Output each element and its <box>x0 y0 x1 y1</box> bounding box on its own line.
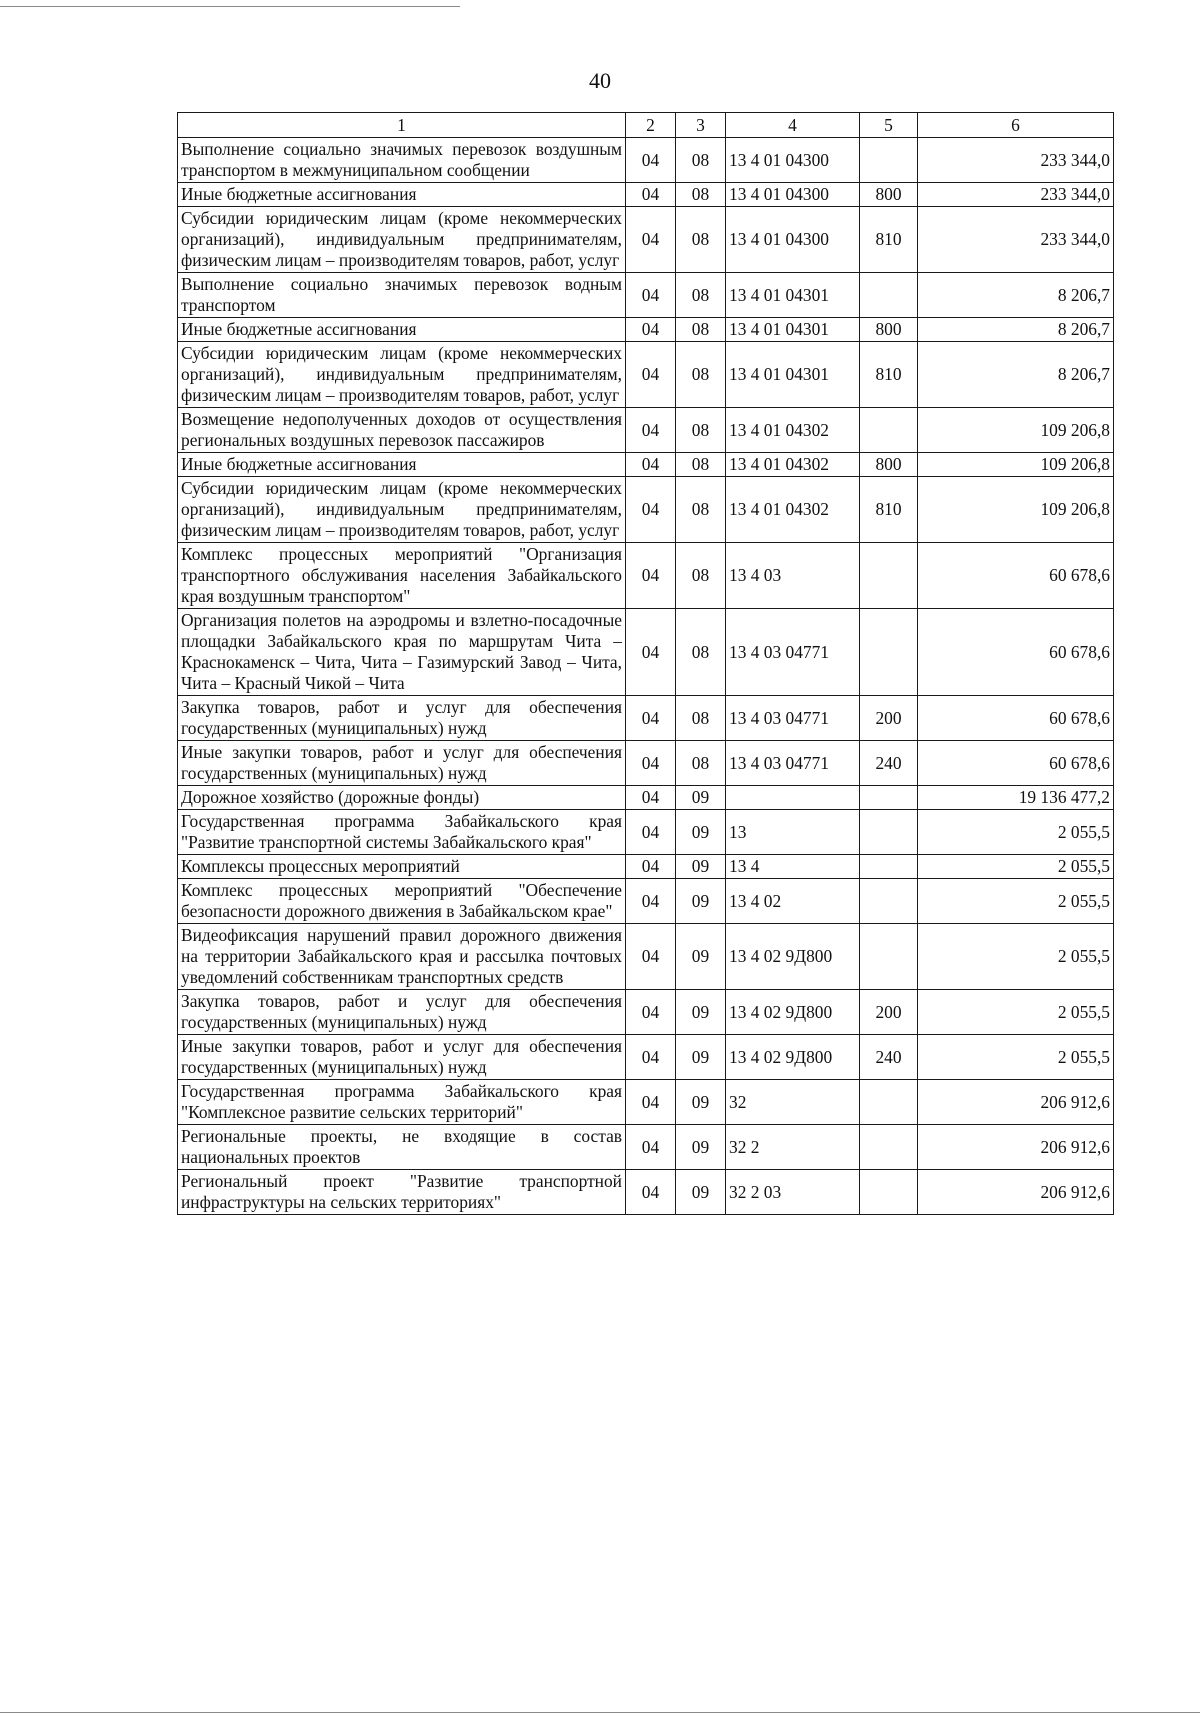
amount-cell: 2 055,5 <box>918 810 1114 855</box>
amount-cell: 2 055,5 <box>918 855 1114 879</box>
expense-type-cell: 200 <box>860 990 918 1035</box>
amount-cell: 2 055,5 <box>918 1035 1114 1080</box>
expense-type-cell: 800 <box>860 318 918 342</box>
budget-table <box>177 112 1114 1215</box>
section-code-cell: 04 <box>626 408 676 453</box>
row-name-cell: Выполнение социально значимых перевозок водным транспортом <box>178 273 626 318</box>
table-body <box>178 138 1114 1215</box>
table-row <box>178 609 1114 696</box>
expense-type-cell: 240 <box>860 741 918 786</box>
amount-cell: 60 678,6 <box>918 741 1114 786</box>
row-name-cell: Закупка товаров, работ и услуг для обеспечения государственных (муниципальных) нужд <box>178 990 626 1035</box>
column-header-2: 2 <box>626 113 676 138</box>
target-article-cell: 13 4 01 04301 <box>726 318 860 342</box>
target-article-cell: 13 4 01 04302 <box>726 477 860 543</box>
amount-cell: 233 344,0 <box>918 183 1114 207</box>
expense-type-cell <box>860 609 918 696</box>
table-row <box>178 453 1114 477</box>
subsection-code-cell: 09 <box>676 810 726 855</box>
subsection-code-cell: 08 <box>676 477 726 543</box>
table-row <box>178 408 1114 453</box>
target-article-cell: 13 4 01 04302 <box>726 408 860 453</box>
target-article-cell: 13 4 01 04300 <box>726 207 860 273</box>
target-article-cell: 13 4 02 <box>726 879 860 924</box>
target-article-cell: 32 2 03 <box>726 1170 860 1215</box>
table-row <box>178 342 1114 408</box>
row-name-cell: Иные бюджетные ассигнования <box>178 183 626 207</box>
target-article-cell: 13 4 03 04771 <box>726 696 860 741</box>
expense-type-cell: 810 <box>860 207 918 273</box>
section-code-cell: 04 <box>626 741 676 786</box>
table-row <box>178 696 1114 741</box>
section-code-cell: 04 <box>626 318 676 342</box>
subsection-code-cell: 08 <box>676 741 726 786</box>
target-article-cell: 13 4 03 <box>726 543 860 609</box>
table-row <box>178 879 1114 924</box>
target-article-cell: 13 4 02 9Д800 <box>726 924 860 990</box>
subsection-code-cell: 09 <box>676 1080 726 1125</box>
amount-cell: 233 344,0 <box>918 138 1114 183</box>
amount-cell: 2 055,5 <box>918 924 1114 990</box>
expense-type-cell: 240 <box>860 1035 918 1080</box>
row-name-cell: Иные закупки товаров, работ и услуг для обеспечения государственных (муниципальных) нужд <box>178 741 626 786</box>
expense-type-cell <box>860 1125 918 1170</box>
expense-type-cell <box>860 786 918 810</box>
row-name-cell: Субсидии юридическим лицам (кроме некоммерческих организаций), индивидуальным предпринимателям, физическим лицам – производителям товаров, работ, услуг <box>178 342 626 408</box>
column-header-6: 6 <box>918 113 1114 138</box>
subsection-code-cell: 08 <box>676 273 726 318</box>
table-row <box>178 477 1114 543</box>
page-number: 40 <box>589 68 611 93</box>
expense-type-cell <box>860 543 918 609</box>
target-article-cell: 13 4 02 9Д800 <box>726 990 860 1035</box>
row-name-cell: Иные бюджетные ассигнования <box>178 453 626 477</box>
row-name-cell: Комплекс процессных мероприятий "Организация транспортного обслуживания населения Забайкальского края воздушным транспортом" <box>178 543 626 609</box>
subsection-code-cell: 08 <box>676 453 726 477</box>
amount-cell: 19 136 477,2 <box>918 786 1114 810</box>
table-row <box>178 924 1114 990</box>
subsection-code-cell: 08 <box>676 408 726 453</box>
expense-type-cell <box>860 408 918 453</box>
expense-type-cell <box>860 138 918 183</box>
row-name-cell: Дорожное хозяйство (дорожные фонды) <box>178 786 626 810</box>
amount-cell: 206 912,6 <box>918 1170 1114 1215</box>
row-name-cell: Комплекс процессных мероприятий "Обеспечение безопасности дорожного движения в Забайкальском крае" <box>178 879 626 924</box>
target-article-cell: 13 4 <box>726 855 860 879</box>
expense-type-cell <box>860 855 918 879</box>
amount-cell: 60 678,6 <box>918 543 1114 609</box>
row-name-cell: Комплексы процессных мероприятий <box>178 855 626 879</box>
row-name-cell: Иные бюджетные ассигнования <box>178 318 626 342</box>
header-row <box>178 113 1114 138</box>
target-article-cell: 13 4 03 04771 <box>726 609 860 696</box>
amount-cell: 2 055,5 <box>918 990 1114 1035</box>
table-row <box>178 786 1114 810</box>
row-name-cell: Субсидии юридическим лицам (кроме некоммерческих организаций), индивидуальным предпринимателям, физическим лицам – производителям товаров, работ, услуг <box>178 477 626 543</box>
subsection-code-cell: 08 <box>676 543 726 609</box>
section-code-cell: 04 <box>626 477 676 543</box>
table-row <box>178 138 1114 183</box>
expense-type-cell <box>860 1080 918 1125</box>
subsection-code-cell: 08 <box>676 696 726 741</box>
row-name-cell: Иные закупки товаров, работ и услуг для обеспечения государственных (муниципальных) нужд <box>178 1035 626 1080</box>
subsection-code-cell: 09 <box>676 990 726 1035</box>
target-article-cell: 13 4 01 04300 <box>726 183 860 207</box>
subsection-code-cell: 09 <box>676 879 726 924</box>
column-header-4: 4 <box>726 113 860 138</box>
table-row <box>178 855 1114 879</box>
amount-cell: 2 055,5 <box>918 879 1114 924</box>
amount-cell: 233 344,0 <box>918 207 1114 273</box>
section-code-cell: 04 <box>626 924 676 990</box>
section-code-cell: 04 <box>626 879 676 924</box>
section-code-cell: 04 <box>626 696 676 741</box>
table-row <box>178 741 1114 786</box>
row-name-cell: Выполнение социально значимых перевозок воздушным транспортом в межмуниципальном сообщении <box>178 138 626 183</box>
target-article-cell: 32 2 <box>726 1125 860 1170</box>
column-header-1: 1 <box>178 113 626 138</box>
subsection-code-cell: 09 <box>676 924 726 990</box>
section-code-cell: 04 <box>626 855 676 879</box>
table-row <box>178 1170 1114 1215</box>
scan-edge-line-bottom <box>0 1712 1200 1713</box>
expense-type-cell: 810 <box>860 342 918 408</box>
expense-type-cell: 810 <box>860 477 918 543</box>
section-code-cell: 04 <box>626 1170 676 1215</box>
section-code-cell: 04 <box>626 342 676 408</box>
expense-type-cell <box>860 879 918 924</box>
expense-type-cell <box>860 924 918 990</box>
section-code-cell: 04 <box>626 1125 676 1170</box>
row-name-cell: Государственная программа Забайкальского края "Развитие транспортной системы Забайкальского края" <box>178 810 626 855</box>
target-article-cell <box>726 786 860 810</box>
table-row <box>178 273 1114 318</box>
target-article-cell: 13 4 01 04302 <box>726 453 860 477</box>
subsection-code-cell: 08 <box>676 342 726 408</box>
subsection-code-cell: 09 <box>676 1035 726 1080</box>
row-name-cell: Видеофиксация нарушений правил дорожного движения на территории Забайкальского края и рассылка почтовых уведомлений собственникам транспортных средств <box>178 924 626 990</box>
section-code-cell: 04 <box>626 786 676 810</box>
target-article-cell: 13 <box>726 810 860 855</box>
amount-cell: 8 206,7 <box>918 342 1114 408</box>
row-name-cell: Закупка товаров, работ и услуг для обеспечения государственных (муниципальных) нужд <box>178 696 626 741</box>
table-row <box>178 990 1114 1035</box>
target-article-cell: 13 4 01 04301 <box>726 342 860 408</box>
row-name-cell: Региональные проекты, не входящие в состав национальных проектов <box>178 1125 626 1170</box>
row-name-cell: Государственная программа Забайкальского края "Комплексное развитие сельских территорий" <box>178 1080 626 1125</box>
subsection-code-cell: 08 <box>676 318 726 342</box>
expense-type-cell <box>860 1170 918 1215</box>
target-article-cell: 13 4 01 04300 <box>726 138 860 183</box>
subsection-code-cell: 08 <box>676 183 726 207</box>
column-header-3: 3 <box>676 113 726 138</box>
table-row <box>178 207 1114 273</box>
section-code-cell: 04 <box>626 990 676 1035</box>
table-row <box>178 1125 1114 1170</box>
table-row <box>178 1035 1114 1080</box>
subsection-code-cell: 08 <box>676 609 726 696</box>
target-article-cell: 13 4 03 04771 <box>726 741 860 786</box>
subsection-code-cell: 08 <box>676 138 726 183</box>
expense-type-cell <box>860 273 918 318</box>
expense-type-cell: 800 <box>860 453 918 477</box>
subsection-code-cell: 08 <box>676 207 726 273</box>
section-code-cell: 04 <box>626 1080 676 1125</box>
amount-cell: 109 206,8 <box>918 477 1114 543</box>
section-code-cell: 04 <box>626 207 676 273</box>
section-code-cell: 04 <box>626 810 676 855</box>
table-row <box>178 183 1114 207</box>
row-name-cell: Возмещение недополученных доходов от осуществления региональных воздушных перевозок пассажиров <box>178 408 626 453</box>
table-row <box>178 318 1114 342</box>
expense-type-cell: 800 <box>860 183 918 207</box>
table-row <box>178 543 1114 609</box>
scan-edge-line-top <box>0 6 460 7</box>
amount-cell: 60 678,6 <box>918 696 1114 741</box>
amount-cell: 206 912,6 <box>918 1125 1114 1170</box>
amount-cell: 8 206,7 <box>918 318 1114 342</box>
row-name-cell: Организация полетов на аэродромы и взлетно-посадочные площадки Забайкальского края по маршрутам Чита – Краснокаменск – Чита, Чита – Газимурский Завод – Чита, Чита – Красный Чикой – Чита <box>178 609 626 696</box>
section-code-cell: 04 <box>626 453 676 477</box>
column-header-5: 5 <box>860 113 918 138</box>
amount-cell: 8 206,7 <box>918 273 1114 318</box>
target-article-cell: 13 4 02 9Д800 <box>726 1035 860 1080</box>
table-row <box>178 810 1114 855</box>
subsection-code-cell: 09 <box>676 855 726 879</box>
amount-cell: 206 912,6 <box>918 1080 1114 1125</box>
section-code-cell: 04 <box>626 1035 676 1080</box>
row-name-cell: Региональный проект "Развитие транспортной инфраструктуры на сельских территориях" <box>178 1170 626 1215</box>
section-code-cell: 04 <box>626 609 676 696</box>
expense-type-cell <box>860 810 918 855</box>
amount-cell: 109 206,8 <box>918 453 1114 477</box>
section-code-cell: 04 <box>626 273 676 318</box>
section-code-cell: 04 <box>626 543 676 609</box>
table-row <box>178 1080 1114 1125</box>
amount-cell: 60 678,6 <box>918 609 1114 696</box>
subsection-code-cell: 09 <box>676 786 726 810</box>
subsection-code-cell: 09 <box>676 1125 726 1170</box>
target-article-cell: 13 4 01 04301 <box>726 273 860 318</box>
expense-type-cell: 200 <box>860 696 918 741</box>
section-code-cell: 04 <box>626 183 676 207</box>
amount-cell: 109 206,8 <box>918 408 1114 453</box>
subsection-code-cell: 09 <box>676 1170 726 1215</box>
row-name-cell: Субсидии юридическим лицам (кроме некоммерческих организаций), индивидуальным предпринимателям, физическим лицам – производителям товаров, работ, услуг <box>178 207 626 273</box>
section-code-cell: 04 <box>626 138 676 183</box>
target-article-cell: 32 <box>726 1080 860 1125</box>
table-header <box>178 113 1114 138</box>
